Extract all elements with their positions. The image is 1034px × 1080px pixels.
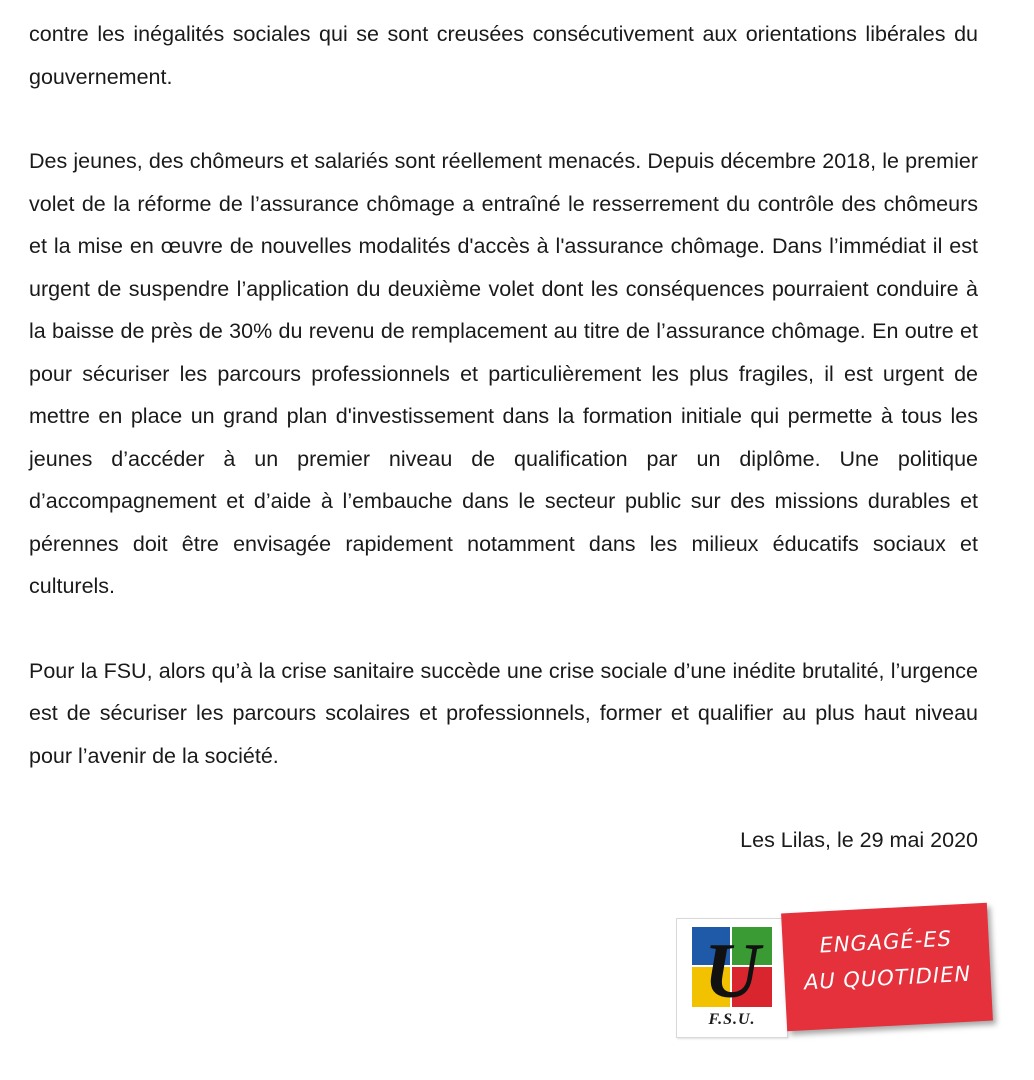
badge-line2: AU QUOTIDIEN <box>803 961 972 995</box>
fsu-logo <box>676 918 788 1038</box>
signature-date: Les Lilas, le 29 mai 2020 <box>740 828 978 852</box>
paragraph-intro: contre les inégalités sociales qui se sont creusées consécutivement aux orientations libérales du gouvernement. <box>29 22 978 89</box>
paragraph-unemployment: Des jeunes, des chômeurs et salariés sont réellement menacés. Depuis décembre 2018, le premier volet de la réforme de l’assurance chômage a entraîné le resserrement du contrôle des chômeurs et la mise en œuvre de nouvelles modalités d'accès à l'assurance chômage. Dans l’immédiat il est urgent de suspendre l’application du deuxième volet dont les conséquences pourraient conduire à la baisse de près de 30% du revenu de remplacement au titre de l’assurance chômage. En outre et pour sécuriser les parcours professionnels et particulièrement les plus fragiles, il est urgent de mettre en place un grand plan d'investissement dans la formation initiale qui permette à tous les jeunes d’accéder à un premier niveau de qualification par un diplôme. Une politique d’accompagnement et d’aide à l’embauche dans le secteur public sur des missions durables et pérennes doit être envisagée rapidement notamment dans les milieux éducatifs sociaux et culturels. <box>29 149 978 598</box>
footer-logos <box>676 900 1006 1045</box>
document-body <box>29 13 978 862</box>
paragraph-conclusion: Pour la FSU, alors qu’à la crise sanitaire succède une crise sociale d’une inédite brutalité, l’urgence est de sécuriser les parcours scolaires et professionnels, former et qualifier au plus haut niveau pour l’avenir de la société. <box>29 658 978 768</box>
fsu-logo-icon <box>692 927 772 1007</box>
engagement-badge <box>781 903 993 1032</box>
fsu-logo-letter: U <box>703 927 761 1007</box>
fsu-logo-caption: F.S.U. <box>708 1011 756 1028</box>
badge-line1: ENGAGÉ-ES <box>818 926 953 958</box>
